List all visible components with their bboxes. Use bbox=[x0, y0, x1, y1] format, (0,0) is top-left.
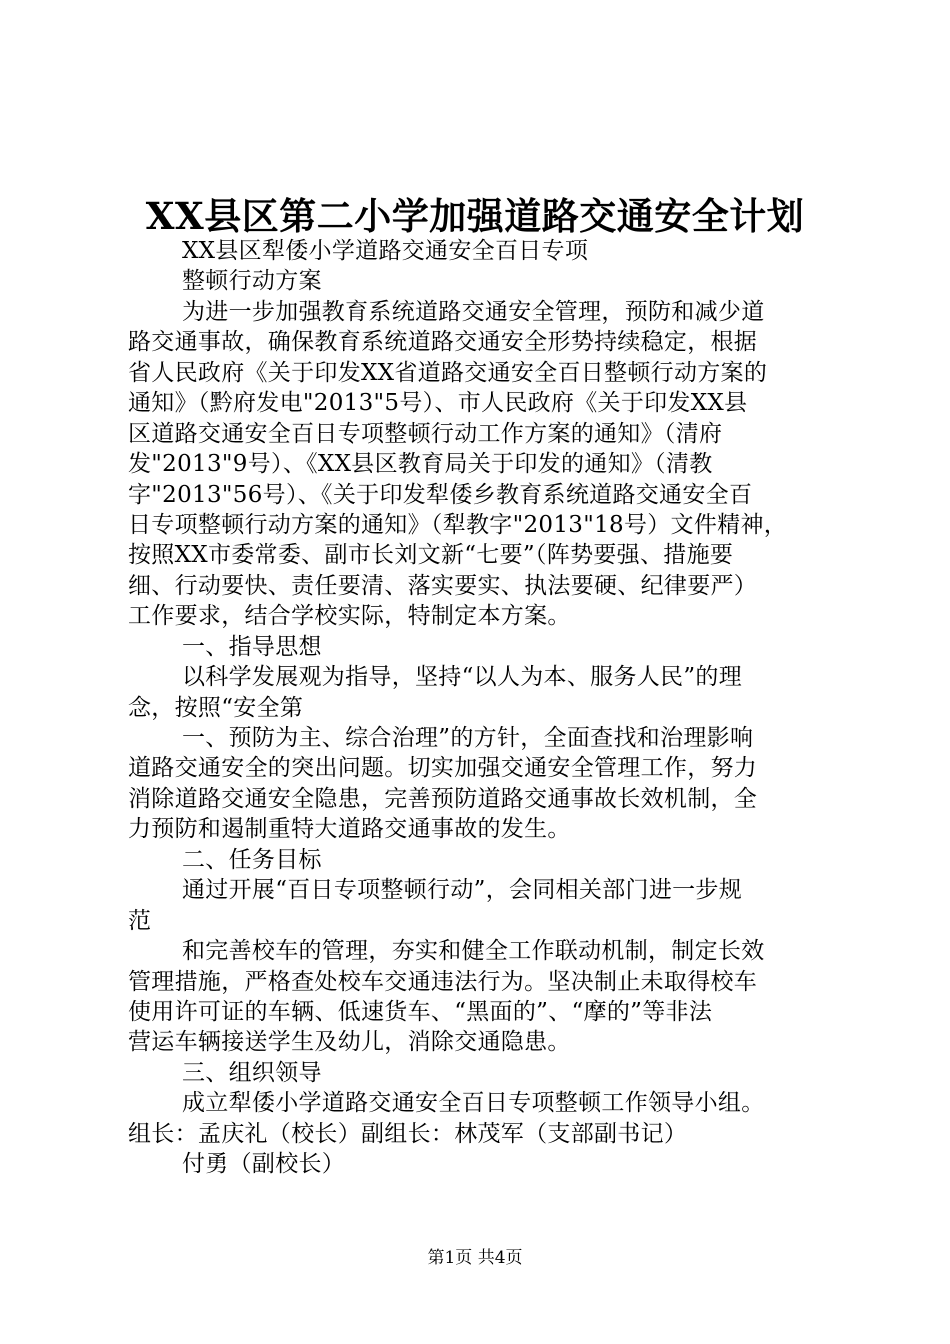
text-line: 付勇（副校长） bbox=[182, 1151, 346, 1178]
text-line: 成立犁倭小学道路交通安全百日专项整顿工作领导小组。 bbox=[182, 1090, 765, 1117]
text-line: 消除道路交通安全隐患，完善预防道路交通事故长效机制，全 bbox=[128, 785, 758, 812]
page-footer: 第1页 共4页 bbox=[427, 1248, 523, 1268]
text-line: 念，按照“安全第 bbox=[128, 694, 304, 721]
text-line: 通过开展“百日专项整顿行动”，会同相关部门进一步规 bbox=[182, 877, 743, 904]
text-line: 和完善校车的管理，夯实和健全工作联动机制，制定长效 bbox=[182, 938, 765, 965]
document-body bbox=[128, 236, 828, 1180]
text-line: 组长：孟庆礼（校长）副组长：林茂军（支部副书记） bbox=[128, 1120, 688, 1147]
text-line: 细、行动要快、责任要清、落实要实、执法要硬、纪律要严） bbox=[128, 572, 758, 599]
text-line: 道路交通安全的突出问题。切实加强交通安全管理工作，努力 bbox=[128, 755, 758, 782]
text-line: 一、预防为主、综合治理”的方针，全面查找和治理影响 bbox=[182, 725, 754, 751]
text-line: 管理措施，严格查处校车交通违法行为。坚决制止未取得校车 bbox=[128, 968, 758, 995]
text-line: 力预防和遏制重特大道路交通事故的发生。 bbox=[128, 816, 571, 843]
text-line: 以科学发展观为指导，坚持“以人为本、服务人民”的理 bbox=[182, 664, 743, 691]
text-line: 通知》（黔府发电"2013"5号）、市人民政府《关于印发XX县 bbox=[128, 390, 748, 417]
text-line: 使用许可证的车辆、低速货车、“黑面的”、“摩的”等非法 bbox=[128, 998, 713, 1025]
document-title: XX县区第二小学加强道路交通安全计划 bbox=[145, 194, 805, 238]
text-line: XX县区犁倭小学道路交通安全百日专项 bbox=[182, 238, 589, 264]
text-line: 为进一步加强教育系统道路交通安全管理，预防和减少道 bbox=[182, 298, 765, 325]
text-line: 发"2013"9号）、《XX县区教育局关于印发的通知》（清教 bbox=[128, 451, 713, 478]
text-line: 二、任务目标 bbox=[182, 846, 322, 873]
text-line: 区道路交通安全百日专项整顿行动工作方案的通知》（清府 bbox=[128, 420, 723, 447]
text-line: 字"2013"56号）、《关于印发犁倭乡教育系统道路交通安全百 bbox=[128, 481, 753, 508]
text-line: 日专项整顿行动方案的通知》（犁教字"2013"18号）文件精神， bbox=[128, 511, 788, 538]
text-line: 营运车辆接送学生及幼儿，消除交通隐患。 bbox=[128, 1029, 571, 1056]
text-line: 范 bbox=[128, 907, 152, 934]
text-line: 工作要求，结合学校实际，特制定本方案。 bbox=[128, 603, 571, 630]
text-line: 省人民政府《关于印发XX省道路交通安全百日整顿行动方案的 bbox=[128, 359, 768, 386]
text-line: 一、指导思想 bbox=[182, 633, 322, 660]
text-line: 按照XX市委常委、副市长刘文新“七要”（阵势要强、措施要 bbox=[128, 542, 734, 569]
text-line: 路交通事故，确保教育系统道路交通安全形势持续稳定，根据 bbox=[128, 329, 758, 356]
text-line: 三、组织领导 bbox=[182, 1059, 322, 1086]
text-line: 整顿行动方案 bbox=[182, 268, 322, 295]
